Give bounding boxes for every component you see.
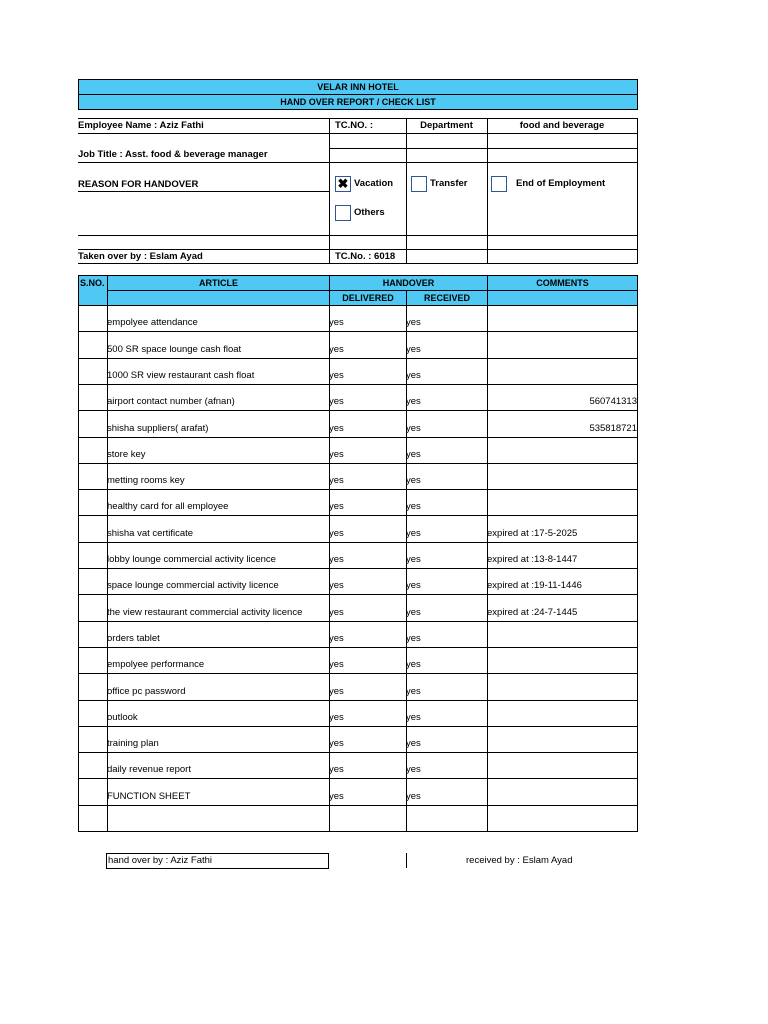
table-row-line <box>78 831 638 832</box>
received-cell: yes <box>406 580 421 591</box>
table-row-line <box>78 437 638 438</box>
received-by: received by : Eslam Ayad <box>466 855 573 866</box>
received-cell: yes <box>406 554 421 565</box>
comment-cell: 535818721 <box>589 423 637 434</box>
vacation-checkbox[interactable]: ✖ <box>335 176 351 192</box>
header-sno: S.NO. <box>78 275 108 306</box>
table-row-line <box>78 568 638 569</box>
article-cell: office pc password <box>107 686 186 697</box>
others-label: Others <box>354 207 385 218</box>
header-received: RECEIVED <box>406 290 488 306</box>
comment-cell: expired at :19-11-1446 <box>487 580 582 591</box>
article-cell: shisha vat certificate <box>107 528 194 539</box>
job-title: Job Title : Asst. food & beverage manager <box>78 149 268 160</box>
end-of-employment-checkbox[interactable] <box>491 176 507 192</box>
received-cell: yes <box>406 317 421 328</box>
delivered-cell: yes <box>329 764 344 775</box>
signature-divider <box>406 853 407 868</box>
article-cell: lobby lounge commercial activity licence <box>107 554 276 565</box>
table-row-line <box>78 647 638 648</box>
received-cell: yes <box>406 738 421 749</box>
delivered-cell: yes <box>329 344 344 355</box>
received-cell: yes <box>406 501 421 512</box>
table-row-line <box>78 463 638 464</box>
table-row-line <box>78 384 638 385</box>
article-cell: airport contact number (afnan) <box>107 396 235 407</box>
taken-tc-no: TC.No. : 6018 <box>335 251 396 262</box>
delivered-cell: yes <box>329 580 344 591</box>
article-cell: training plan <box>107 738 159 749</box>
table-row-line <box>78 515 638 516</box>
delivered-cell: yes <box>329 607 344 618</box>
table-row-line <box>78 805 638 806</box>
delivered-cell: yes <box>329 449 344 460</box>
article-cell: 500 SR space lounge cash float <box>107 344 242 355</box>
delivered-cell: yes <box>329 554 344 565</box>
delivered-cell: yes <box>329 501 344 512</box>
received-cell: yes <box>406 712 421 723</box>
table-row-line <box>78 621 638 622</box>
received-cell: yes <box>406 659 421 670</box>
header-comments-blank <box>487 290 638 306</box>
received-cell: yes <box>406 528 421 539</box>
header-article-blank <box>107 290 330 306</box>
delivered-cell: yes <box>329 370 344 381</box>
delivered-cell: yes <box>329 791 344 802</box>
transfer-label: Transfer <box>430 178 468 189</box>
received-cell: yes <box>406 607 421 618</box>
article-cell: FUNCTION SHEET <box>107 791 191 802</box>
table-row-line <box>78 410 638 411</box>
department-label: Department <box>420 120 473 131</box>
article-cell: daily revenue report <box>107 764 191 775</box>
article-cell: healthy card for all employee <box>107 501 229 512</box>
article-cell: store key <box>107 449 146 460</box>
header-article: ARTICLE <box>107 275 330 291</box>
article-cell: empolyee attendance <box>107 317 198 328</box>
others-checkbox[interactable] <box>335 205 351 221</box>
article-cell: 1000 SR view restaurant cash float <box>107 370 255 381</box>
delivered-cell: yes <box>329 528 344 539</box>
table-row-line <box>78 673 638 674</box>
table-row-line <box>78 542 638 543</box>
delivered-cell: yes <box>329 475 344 486</box>
delivered-cell: yes <box>329 317 344 328</box>
article-cell: empolyee performance <box>107 659 205 670</box>
delivered-cell: yes <box>329 423 344 434</box>
header-comments: COMMENTS <box>487 275 638 291</box>
table-row-line <box>78 726 638 727</box>
delivered-cell: yes <box>329 738 344 749</box>
comment-cell: expired at :24-7-1445 <box>487 607 578 618</box>
employee-name: Employee Name : Aziz Fathi <box>78 120 204 131</box>
comment-cell: expired at :17-5-2025 <box>487 528 578 539</box>
end-of-employment-label: End of Employment <box>516 178 606 189</box>
table-row-line <box>78 700 638 701</box>
received-cell: yes <box>406 423 421 434</box>
header-handover: HANDOVER <box>329 275 488 291</box>
hand-over-by-field[interactable]: hand over by : Aziz Fathi <box>106 853 329 869</box>
delivered-cell: yes <box>329 686 344 697</box>
received-cell: yes <box>406 449 421 460</box>
header-delivered: DELIVERED <box>329 290 407 306</box>
received-cell: yes <box>406 475 421 486</box>
received-cell: yes <box>406 764 421 775</box>
department-value: food and beverage <box>519 120 605 131</box>
taken-over-by: Taken over by : Eslam Ayad <box>78 251 203 262</box>
received-cell: yes <box>406 633 421 644</box>
vacation-label: Vacation <box>354 178 394 189</box>
table-row-line <box>78 778 638 779</box>
table-row-line <box>78 752 638 753</box>
article-cell: space lounge commercial activity licence <box>107 580 279 591</box>
tc-no-label: TC.NO. : <box>335 120 373 131</box>
received-cell: yes <box>406 686 421 697</box>
comment-cell: expired at :13-8-1447 <box>487 554 578 565</box>
delivered-cell: yes <box>329 712 344 723</box>
delivered-cell: yes <box>329 396 344 407</box>
table-row-line <box>78 489 638 490</box>
received-cell: yes <box>406 344 421 355</box>
reason-label: REASON FOR HANDOVER <box>78 179 199 190</box>
hotel-title: VELAR INN HOTEL <box>78 79 638 95</box>
received-cell: yes <box>406 370 421 381</box>
delivered-cell: yes <box>329 633 344 644</box>
article-cell: the view restaurant commercial activity licence <box>107 607 303 618</box>
report-subtitle: HAND OVER REPORT / CHECK LIST <box>78 94 638 110</box>
article-cell: outlook <box>107 712 138 723</box>
article-cell: metting rooms key <box>107 475 185 486</box>
received-cell: yes <box>406 396 421 407</box>
comment-cell: 560741313 <box>589 396 637 407</box>
delivered-cell: yes <box>329 659 344 670</box>
table-row-line <box>78 594 638 595</box>
article-cell: orders tablet <box>107 633 160 644</box>
table-row-line <box>78 358 638 359</box>
transfer-checkbox[interactable] <box>411 176 427 192</box>
received-cell: yes <box>406 791 421 802</box>
table-row-line <box>78 331 638 332</box>
article-cell: shisha suppliers( arafat) <box>107 423 209 434</box>
